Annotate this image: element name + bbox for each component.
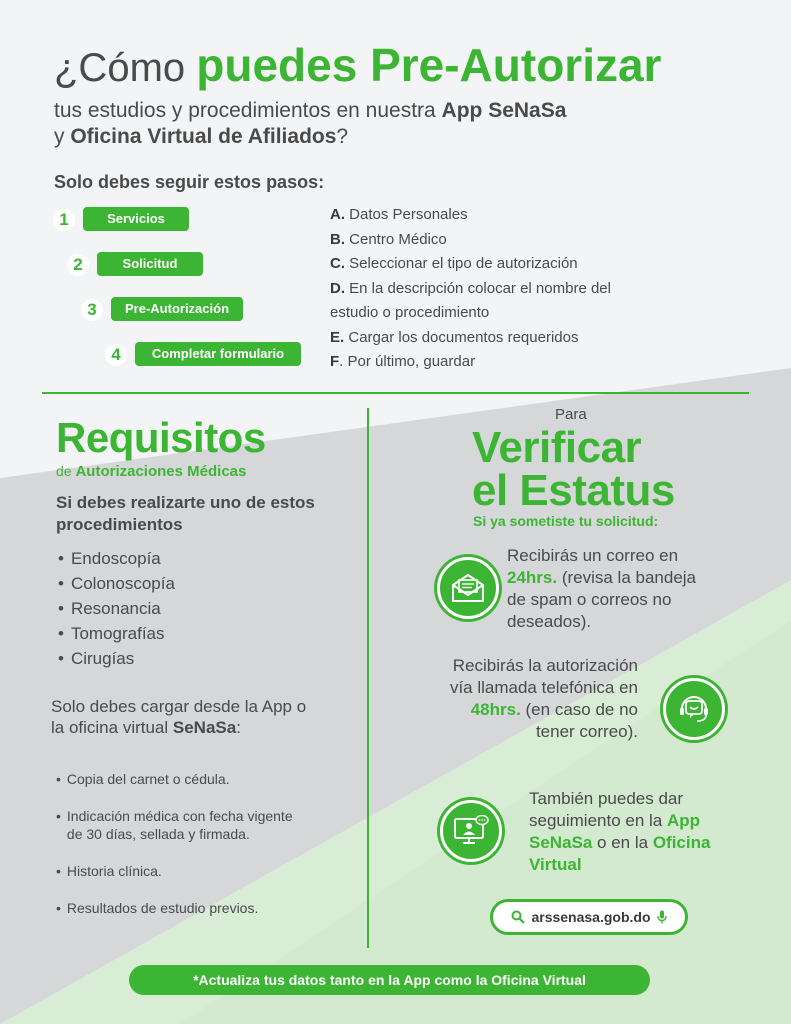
horizontal-divider [42, 392, 749, 394]
envelope-icon [451, 573, 485, 603]
step-pill-solicitud: Solicitud [97, 252, 203, 276]
procedures-list [58, 546, 175, 671]
document-item [56, 807, 306, 843]
document-text: • Copia del carnet o cédula. [66, 771, 230, 787]
document-text: • Indicación médica con fecha vigente de 30 días, sellada y firmada. [66, 808, 293, 842]
envelope-icon-circle [437, 557, 499, 619]
headset-chat-icon [677, 693, 711, 725]
step-pill-completar-formulario: Completar formulario [135, 342, 301, 366]
upload-intro [51, 696, 311, 738]
verificar-title-line1: Verificar [472, 423, 642, 472]
document-item [56, 770, 306, 788]
step-number-1: 1 [53, 209, 75, 231]
website-search-pill[interactable] [490, 899, 688, 935]
substep-a [330, 203, 660, 228]
substep-letter: A. [330, 206, 345, 223]
subtitle-oficina: Oficina Virtual de Afiliados [70, 125, 337, 148]
requisitos-intro: Si debes realizarte uno de estos procedimientos [56, 493, 315, 534]
substep-text: En la descripción colocar el nombre del estudio o procedimiento [330, 279, 611, 321]
list-item: • Colonoscopía [58, 571, 175, 596]
page-title [54, 38, 661, 92]
item-text: Recibirás la autorización vía llamada telefónica en [449, 656, 638, 697]
verificar-subtitle: Si ya sometiste tu solicitud: [473, 513, 659, 529]
computer-user-icon-circle [440, 800, 502, 862]
list-item: • Cirugías [58, 646, 175, 671]
substep-e [330, 326, 660, 351]
substep-b [330, 228, 660, 253]
computer-user-icon [453, 815, 489, 847]
step-pill-servicios: Servicios [83, 207, 189, 231]
item-text: También puedes dar seguimiento en la [529, 789, 684, 830]
item-highlight: 24hrs. [507, 568, 558, 587]
upload-intro-text: Solo debes cargar desde la App o la oficina virtual [51, 697, 307, 737]
document-text: • Historia clínica. [66, 863, 162, 879]
substep-text: Centro Médico [345, 230, 447, 248]
step-number-2: 2 [67, 254, 89, 276]
list-item: • Resonancia [58, 596, 175, 621]
substep-text: Datos Personales [345, 206, 468, 223]
item-text: (revisa la bandeja de spam o correos no deseados). [507, 568, 697, 631]
verificar-title [472, 423, 675, 515]
document-item [56, 862, 306, 880]
steps-title: Solo debes seguir estos pasos: [54, 172, 325, 192]
footer-banner: *Actualiza tus datos tanto en la App como la Oficina Virtual [129, 965, 650, 995]
substep-d [330, 277, 648, 326]
subtitle-text-2: y [54, 125, 71, 148]
list-item: • Endoscopía [58, 546, 175, 571]
substep-letter: F [330, 353, 340, 370]
upload-intro-bold: SeNaSa [172, 718, 237, 737]
title-prefix: ¿Cómo [54, 46, 197, 90]
upload-intro-colon: : [236, 718, 241, 737]
title-highlight: puedes Pre-Autorizar [196, 39, 662, 91]
subtitle-text: tus estudios y procedimientos en nuestra [54, 99, 442, 122]
requisitos-sub-bold: Autorizaciones Médicas [75, 463, 247, 480]
document-text: • Resultados de estudio previos. [66, 900, 259, 916]
step-number-3: 3 [81, 299, 103, 321]
requisitos-sub-de: de [56, 463, 76, 479]
substep-letter: E. [330, 328, 345, 346]
substep-text: Seleccionar el tipo de autorización [345, 255, 578, 272]
vertical-divider [367, 408, 369, 948]
website-url[interactable]: arssenasa.gob.do [531, 909, 651, 925]
search-icon [511, 910, 525, 924]
item-text: o en la [592, 833, 653, 852]
requisitos-subtitle [56, 463, 246, 480]
document-item [56, 899, 306, 917]
substep-c [330, 252, 660, 277]
verificar-item-phone [440, 655, 638, 743]
verificar-item-app [529, 788, 729, 876]
documents-list [56, 770, 306, 917]
step-number-4: 4 [105, 344, 127, 366]
substep-text: Cargar los documentos requeridos [344, 328, 579, 346]
requisitos-title: Requisitos [56, 414, 266, 461]
page-subtitle [54, 98, 566, 150]
headset-chat-icon-circle [663, 678, 725, 740]
subtitle-question-mark: ? [336, 125, 349, 148]
item-text: (en caso de no tener correo). [520, 700, 638, 741]
substep-letter: D. [330, 279, 345, 297]
step-pill-preautorizacion: Pre-Autorización [111, 297, 243, 321]
item-text: Recibirás un correo en [507, 546, 679, 565]
list-item: • Tomografías [58, 621, 175, 646]
subtitle-app: App SeNaSa [441, 99, 567, 122]
substeps-list [330, 203, 660, 375]
verificar-pretitle: Para [555, 406, 587, 423]
substep-f [330, 350, 660, 375]
substep-text: . Por último, guardar [339, 353, 476, 370]
substep-letter: B. [330, 230, 345, 248]
microphone-icon [657, 910, 667, 924]
verificar-title-line2: el Estatus [472, 466, 675, 515]
verificar-item-email [507, 545, 717, 633]
item-highlight: App SeNaSa [529, 811, 701, 852]
item-highlight: 48hrs. [470, 700, 521, 719]
substep-letter: C. [330, 255, 345, 272]
item-highlight: Oficina Virtual [529, 833, 711, 874]
